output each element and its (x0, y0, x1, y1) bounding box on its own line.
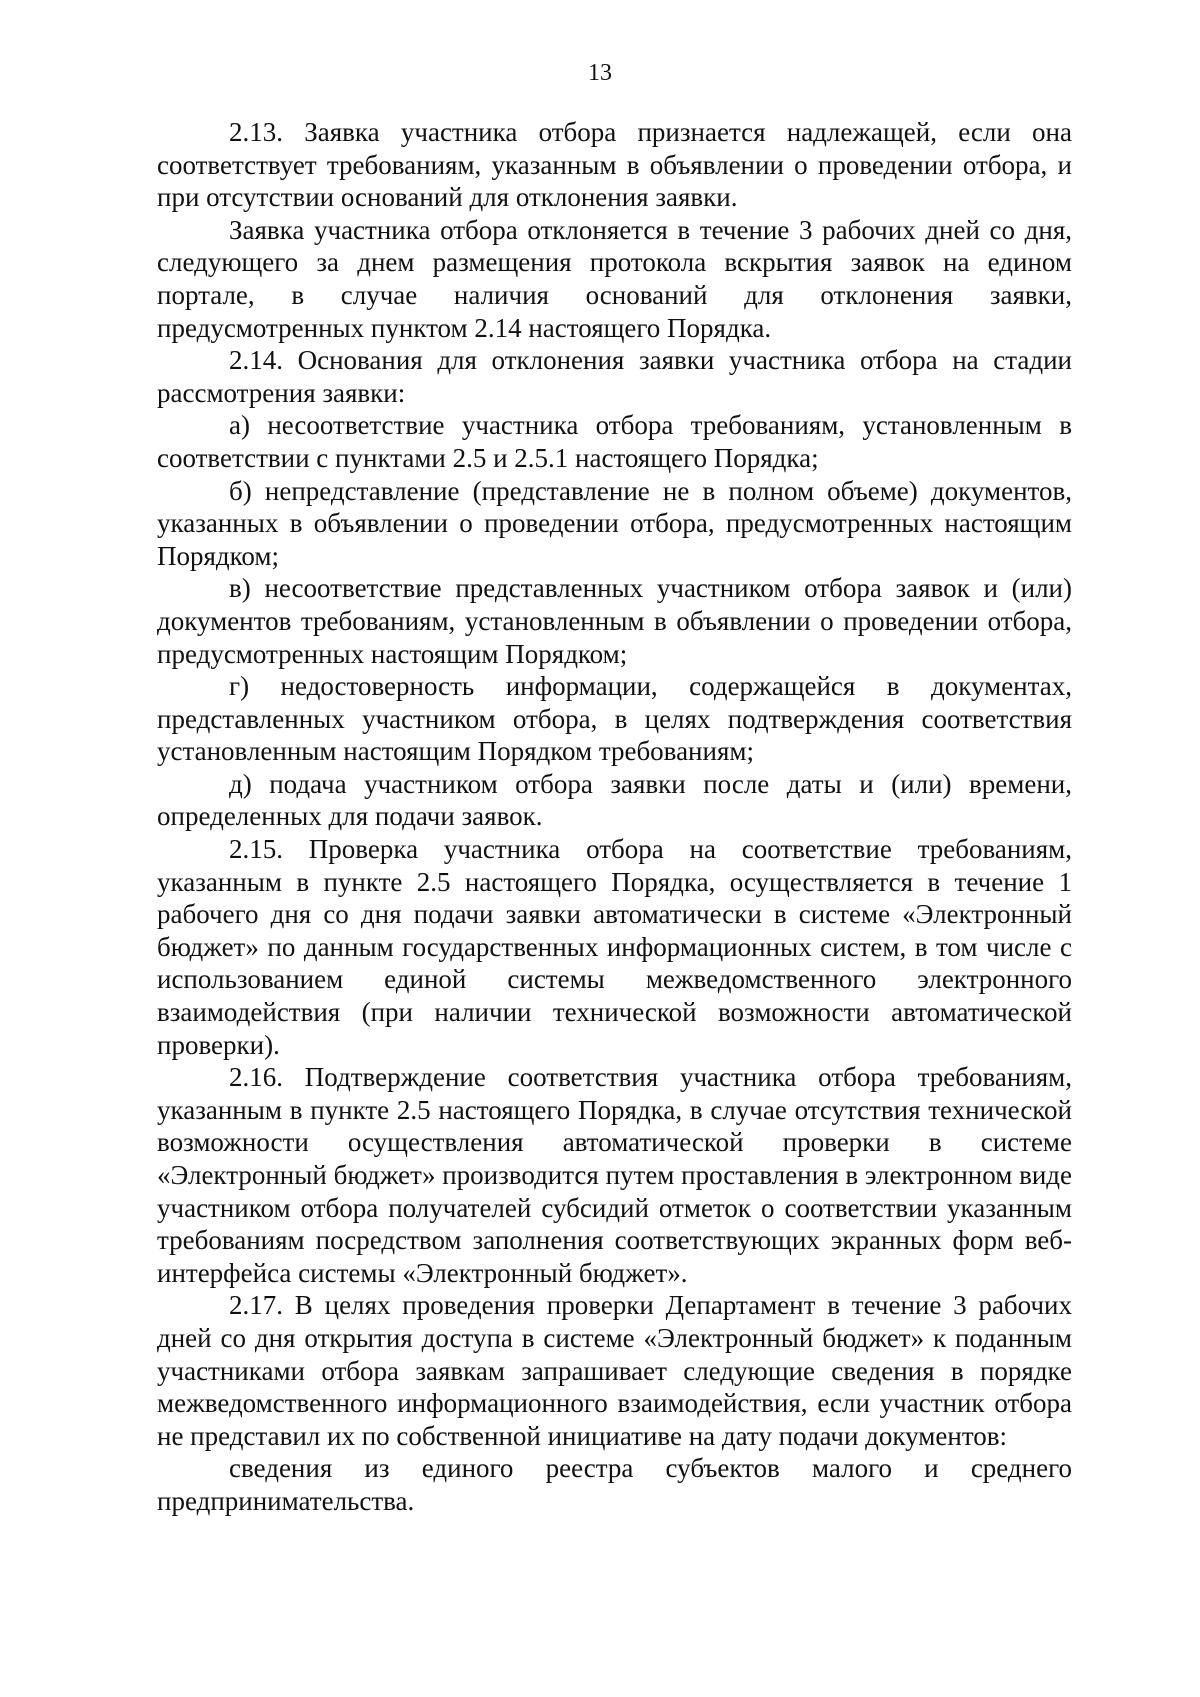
paragraph-2-14: 2.14. Основания для отклонения заявки участника отбора на стадии рассмотрения заявки: (157, 345, 1072, 408)
list-item-g: г) недостоверность информации, содержащейся в документах, представленных участником отбора, в целях подтверждения соответствия установленным настоящим Порядком требованиям; (157, 671, 1072, 767)
list-item-d: д) подача участником отбора заявки после даты и (или) времени, определенных для подачи заявок. (157, 768, 1072, 832)
paragraph-2-17: 2.17. В целях проведения проверки Департамент в течение 3 рабочих дней со дня открытия доступа в системе «Электронный бюджет» к поданным участниками отбора заявкам запрашивает следующие сведения в порядке межведомственного информационного взаимодействия, если участник отбора не представил их по собственной инициативе на дату подачи документов: (157, 1290, 1072, 1451)
list-item-a: а) несоответствие участника отбора требованиям, установленным в соответствии с пунктами 2.5 и 2.5.1 настоящего Порядка; (157, 410, 1072, 473)
paragraph-2-15: 2.15. Проверка участника отбора на соответствие требованиям, указанным в пункте 2.5 настоящего Порядка, осуществляется в течение 1 рабочего дня со дня подачи заявки автоматически в системе «Электронный бюджет» по данным государственных информационных систем, в том числе с использованием единой системы межведомственного электронного взаимодействия (при наличии технической возможности автоматической проверки). (157, 834, 1072, 1060)
list-item-b: б) непредставление (представление не в полном объеме) документов, указанных в объявлении о проведении отбора, предусмотренных настоящим Порядком; (157, 475, 1072, 571)
page-number: 13 (588, 60, 612, 86)
paragraph-registry-info: сведения из единого реестра субъектов малого и среднего предпринимательства. (157, 1453, 1072, 1516)
paragraph-2-16: 2.16. Подтверждение соответствия участника отбора требованиям, указанным в пункте 2.5 настоящего Порядка, в случае отсутствия технической возможности осуществления автоматической проверки в системе «Электронный бюджет» производится путем проставления в электронном виде участником отбора получателей субсидий отметок о соответствии указанным требованиям посредством заполнения соответствующих экранных форм веб-интерфейса системы «Электронный бюджет». (157, 1062, 1072, 1288)
paragraph-2-13: 2.13. Заявка участника отбора признается надлежащей, если она соответствует требованиям, указанным в объявлении о проведении отбора, и при отсутствии оснований для отклонения заявки. (157, 117, 1072, 213)
list-item-v: в) несоответствие представленных участником отбора заявок и (или) документов требованиям, установленным в объявлении о проведении отбора, предусмотренных настоящим Порядком; (157, 573, 1072, 669)
body-text (157, 116, 1072, 1518)
paragraph-rejection-term: Заявка участника отбора отклоняется в течение 3 рабочих дней со дня, следующего за днем размещения протокола вскрытия заявок на едином портале, в случае наличия оснований для отклонения заявки, предусмотренных пунктом 2.14 настоящего Порядка. (157, 214, 1072, 343)
